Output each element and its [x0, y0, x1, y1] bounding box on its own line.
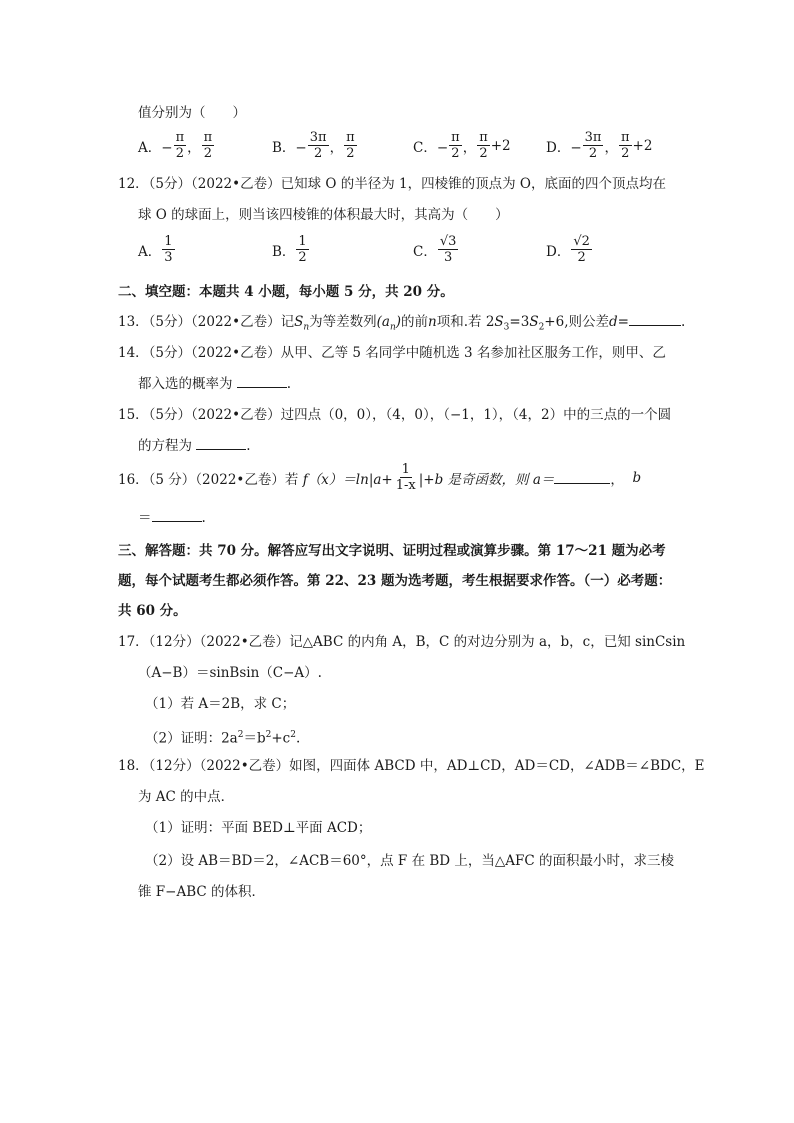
q16-answer-blank-b — [152, 509, 202, 522]
section-2-heading: 二、填空题：本题共 4 小题，每小题 5 分，共 20 分。 — [118, 284, 454, 300]
q17-line2: （A−B）＝sinBsin（C−A）. — [138, 665, 322, 681]
q15-line1: 15．（5分）（2022•乙卷）过四点（0，0），（4，0），（−1，1），（4，2）中的三点的一个圆 — [118, 407, 672, 423]
q14-line2: 都入选的概率为 . — [138, 376, 292, 392]
q12-line1: 12．（5分）（2022•乙卷）已知球 O 的半径为 1，四棱锥的顶点为 O，底面的四个顶点均在 — [118, 176, 666, 192]
section-3-heading-line1: 三、解答题：共 70 分。解答应写出文字说明、证明过程或演算步骤。第 17～21 题为必考 — [118, 543, 666, 559]
section-3-heading-line2: 题，每个试题考生都必须作答。第 22、23 题为选考题，考生根据要求作答。（一）必考题： — [118, 573, 672, 589]
q12-line2: 球 O 的球面上，则当该四棱锥的体积最大时，其高为（ ） — [138, 207, 509, 223]
q11-option-b: B．− $\frac{3\pi}{2}$ ， $\frac{\pi}{2}$ — [272, 130, 355, 161]
q17-sub1: （1）若 A＝2B，求 C； — [145, 696, 296, 712]
section-3-heading-line3: 共 60 分。 — [118, 603, 187, 619]
q12-option-d: D． $\frac{√2}{2}$ — [546, 234, 590, 265]
q15-line2: 的方程为 . — [138, 438, 251, 454]
q16-answer-blank-a — [554, 471, 610, 484]
q18-sub3: 锥 F−ABC 的体积． — [138, 884, 266, 900]
q13-answer-blank — [629, 313, 681, 326]
q18-sub2: （2）设 AB＝BD＝2，∠ACB＝60°，点 F 在 BD 上，当△AFC 的面积最小时，求三棱 — [145, 853, 675, 869]
q18-line2: 为 AC 的中点． — [138, 789, 235, 805]
q13: 13．（5分）（2022•乙卷）记$S_n$为等差数列$(a_n)$的前n项和.若 $2S_3=3S_2+6$,则公差d= . — [118, 314, 686, 333]
q18-line1: 18．（12分）（2022•乙卷）如图，四面体 ABCD 中，AD⊥CD，AD＝CD，∠ADB＝∠BDC，E — [118, 758, 705, 774]
q12-option-b: B． $\frac{1}{2}$ — [272, 234, 307, 265]
q11-tail: 值分别为（ ） — [138, 105, 246, 121]
q17-sub2: （2）证明：$2a^2=b^2+c^2$. — [145, 730, 301, 747]
q11-option-a: A．− $\frac{\pi}{2}$ ， $\frac{\pi}{2}$ — [138, 130, 213, 161]
q12-option-c: C． $\frac{√3}{3}$ — [413, 234, 457, 265]
q11-option-d: D．− $\frac{3\pi}{2}$ ， $\frac{\pi}{2}$ +2 — [546, 130, 653, 161]
q18-sub1: （1）证明：平面 BED⊥平面 ACD； — [145, 820, 372, 836]
q12-option-a: A． $\frac{1}{3}$ — [138, 234, 173, 265]
q16-line1: 16．（5 分）（2022•乙卷）若 f（x） ＝ln|a+ $\frac{1}{1-x}$ |+b 是奇函数，则 a＝ ， b — [118, 462, 642, 493]
q15-answer-blank — [196, 437, 246, 450]
q14-line1: 14．（5分）（2022•乙卷）从甲、乙等 5 名同学中随机选 3 名参加社区服务工作，则甲、乙 — [118, 345, 666, 361]
q17-line1: 17．（12分）（2022•乙卷）记△ABC 的内角 A，B，C 的对边分别为 a，b，c，已知 sinCsin — [118, 634, 686, 650]
q16-line2: ＝ . — [138, 510, 206, 526]
q14-answer-blank — [237, 375, 287, 388]
q11-option-c: C．− $\frac{\pi}{2}$ ， $\frac{\pi}{2}$ +2 — [413, 130, 511, 161]
